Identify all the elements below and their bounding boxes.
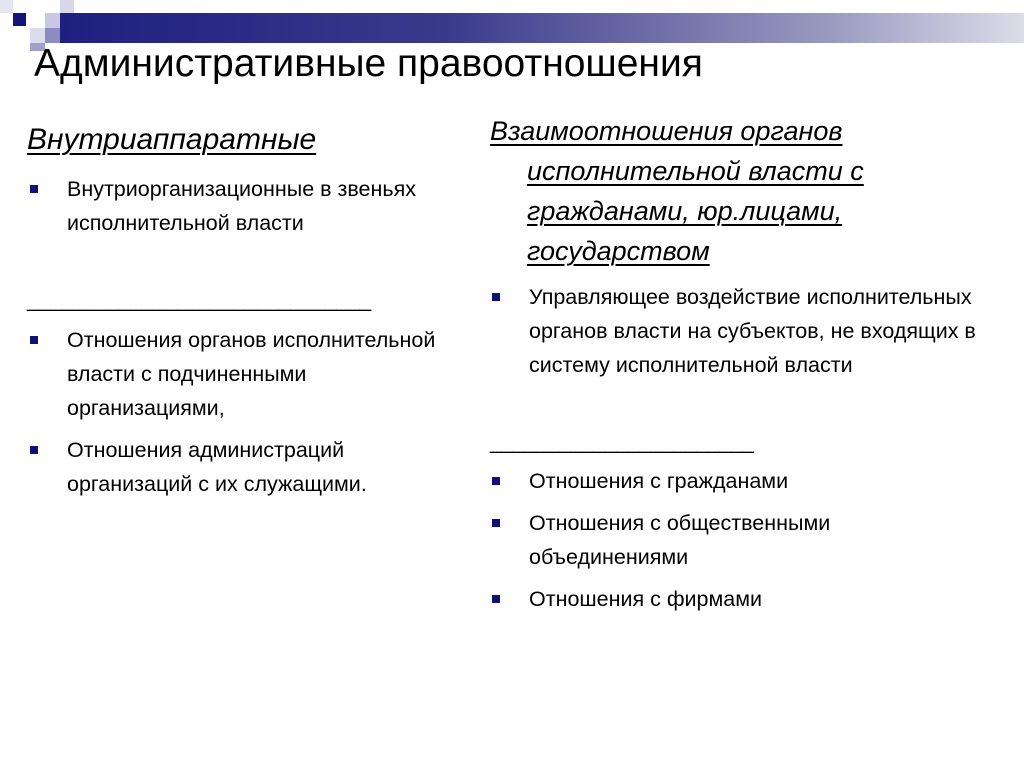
left-list-top [30,172,430,248]
list-item [30,172,430,240]
right-list-bottom [492,464,962,624]
item-text: Управляющее воздействие исполнительных органов власти на субъектов, не входящих в систему исполнительной власти [529,285,976,377]
left-heading: Внутриаппаратные [27,123,317,156]
list-item [492,582,962,616]
decor-square [60,0,74,13]
separator: _______________________ [490,430,754,454]
bullet-icon [30,446,38,454]
bullet-icon [492,595,500,603]
item-text: Отношения с гражданами [529,469,789,493]
left-list-bottom [30,323,440,509]
list-item [492,464,962,498]
right-heading: Взаимоотношения органов исполнительной власти с гражданами, юр.лицами, государством [490,116,864,266]
item-text: Отношения органов исполнительной власти с подчиненными организациями, [67,328,436,420]
bullet-icon [30,336,38,344]
decor-square [45,13,60,28]
header-bar [60,13,1024,43]
item-text: Отношения с фирмами [529,587,763,611]
bullet-icon [492,477,500,485]
decor-square [0,0,13,13]
list-item [492,280,1002,382]
list-item [30,433,440,501]
decor-square [13,13,26,26]
bullet-icon [492,293,500,301]
item-text: Внутриорганизационные в звеньях исполнительной власти [67,177,416,235]
decor-square [30,28,45,43]
item-text: Отношения с общественными объединениями [529,511,831,569]
slide-title: Административные правоотношения [34,42,703,85]
separator: ______________________________ [27,288,371,312]
list-item [492,506,962,574]
right-list-top [492,280,1002,390]
list-item [30,323,440,425]
bullet-icon [30,185,38,193]
decor-square [45,28,60,43]
item-text: Отношения администраций организаций с их служащими. [67,438,367,496]
bullet-icon [492,519,500,527]
